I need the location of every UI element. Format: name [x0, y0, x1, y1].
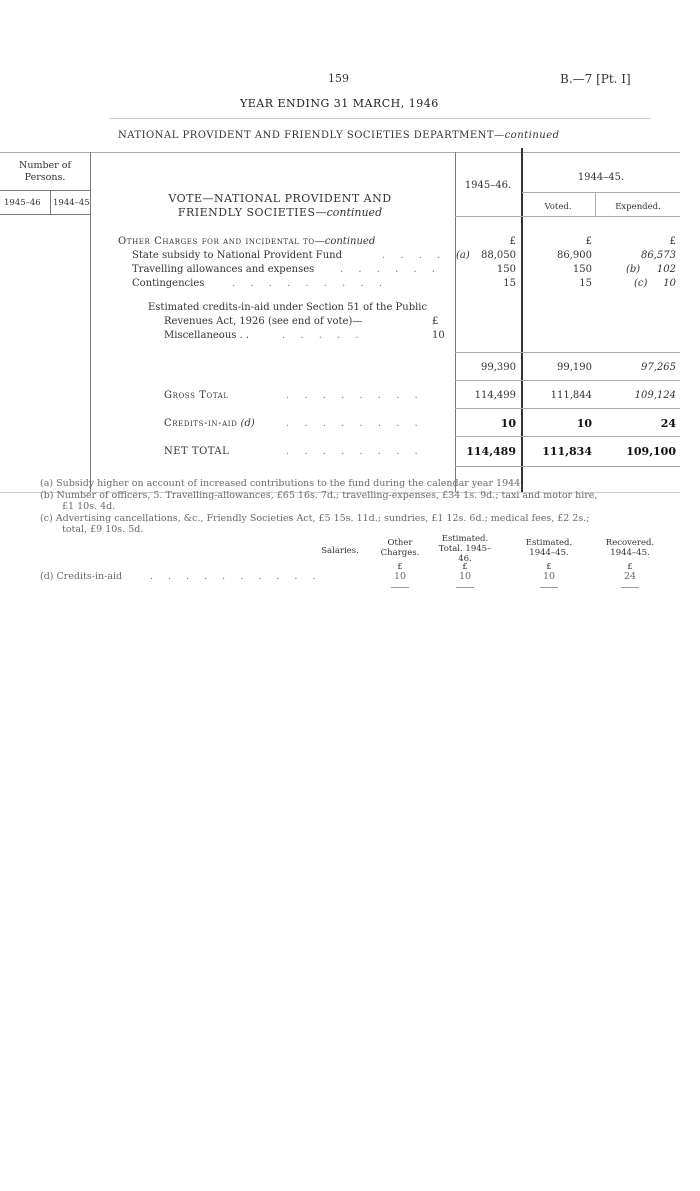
prior-year-header: 1944–45. [577, 172, 625, 183]
credits-table-pound-recovered: £ [627, 562, 633, 572]
credits-in-aid-expended: 24 [660, 417, 676, 430]
credits-table-other-charges-header: Other Charges. [380, 538, 420, 558]
expended-header: Expended. [615, 202, 661, 212]
row-estimate: 150 [496, 264, 516, 275]
credits-table-estimated-header: Estimated. 1944–45. [525, 538, 573, 558]
credits-table-recovered: 24 [623, 571, 637, 582]
gross-total-rule [455, 408, 680, 409]
persons-bottom-rule [0, 214, 90, 215]
vote-title-line2 [140, 206, 420, 219]
voted-header: Voted. [544, 202, 572, 212]
row-expended: 102 [656, 264, 676, 275]
subtotal-estimate: 99,390 [481, 362, 516, 373]
credits-table-estimated-total: 10 [458, 571, 472, 582]
credits-in-aid-rule [455, 436, 680, 437]
credits-in-aid-voted: 10 [576, 417, 592, 430]
page-title: YEAR ENDING 31 MARCH, 1946 [240, 97, 439, 110]
footnote-c-line1: (c) Advertising cancellations, &c., Friendly Societies Act, £5 15s. 11d.; sundries, £1 12s. 6d.; medical fees, £2 2s.; [40, 513, 590, 524]
row-label: Contingencies [132, 278, 205, 289]
footnote-c-line2: total, £9 10s. 5d. [62, 524, 144, 535]
gross-total-expended: 109,124 [634, 390, 676, 401]
credits-misc-label: Miscellaneous . . [164, 330, 250, 341]
credits-table-rule [456, 587, 474, 588]
row-note: (a) [456, 250, 470, 261]
department-name: NATIONAL PROVIDENT AND FRIENDLY SOCIETIES DEPARTMENT [118, 130, 495, 141]
row-leader-dots: . . . . [382, 250, 447, 261]
row-expended-note: (c) [634, 278, 648, 289]
credits-table-pound-estimated: £ [546, 562, 552, 572]
row-estimate: 15 [503, 278, 516, 289]
gross-total-estimate: 114,499 [474, 390, 516, 401]
persons-column-rule [90, 152, 91, 492]
number-of-persons-header: Number of Persons. [19, 160, 71, 183]
gross-total-dots: . . . . . . . . [286, 390, 424, 401]
vote-title-line1: VOTE—NATIONAL PROVIDENT AND [168, 192, 392, 205]
gross-total-label: Gross Total [164, 390, 229, 401]
credits-note-line1: Estimated credits-in-aid under Section 51 of the Public [148, 302, 428, 313]
net-total-rule [455, 466, 680, 467]
subtotal-rule [455, 352, 680, 353]
subtotal-expended: 97,265 [641, 362, 676, 373]
credits-table-other-charges: 10 [393, 571, 407, 582]
credits-misc-dots: . . . . . [282, 330, 365, 341]
credits-in-aid-label [164, 418, 255, 429]
page-reference: B.—7 [Pt. I] [560, 72, 631, 86]
credits-in-aid-estimate: 10 [500, 417, 516, 430]
credits-table-row-dots: . . . . . . . . . . [150, 571, 322, 582]
row-expended: 86,573 [641, 250, 676, 261]
credits-misc-value: 10 [432, 330, 445, 341]
pound-sign-expended: £ [669, 236, 676, 247]
pound-sign-voted: £ [585, 236, 592, 247]
credits-in-aid-note: (d) [240, 418, 255, 429]
row-leader-dots: . . . . . . [340, 264, 441, 275]
credits-table-estimated-total-header: Estimated. Total. 1945–46. [438, 534, 492, 564]
department-title [118, 130, 560, 141]
estimates-right-rule [521, 148, 523, 492]
credits-table-pound-total: £ [462, 562, 468, 572]
credits-table-rule [540, 587, 558, 588]
row-expended-note: (b) [626, 264, 641, 275]
row-expended: 10 [663, 278, 676, 289]
credits-note-line2: Revenues Act, 1926 (see end of vote)— [164, 316, 363, 327]
net-total-dots: . . . . . . . . [286, 446, 424, 457]
credits-note-pound: £ [432, 316, 439, 327]
persons-header-rule [0, 190, 90, 191]
net-total-label: NET TOTAL [164, 446, 230, 457]
net-total-estimate: 114,489 [466, 445, 516, 458]
section-heading-continued: —continued [314, 236, 376, 247]
section-heading-text: Other Charges for and incidental to [118, 236, 315, 247]
page-number: 159 [328, 72, 349, 85]
credits-table-rule [621, 587, 639, 588]
credits-table-row-label: (d) Credits-in-aid [40, 571, 123, 582]
row-voted: 86,900 [557, 250, 592, 261]
credits-table-recovered-header: Recovered. 1944–45. [605, 538, 655, 558]
gross-total-voted: 111,844 [550, 390, 592, 401]
year-header-rule [522, 192, 680, 193]
row-label: State subsidy to National Provident Fund [132, 250, 342, 261]
persons-split-rule [50, 190, 51, 214]
credits-table-rule [391, 587, 409, 588]
estimates-left-rule [455, 152, 456, 492]
credits-in-aid-text: Credits-in-aid [164, 418, 238, 429]
row-estimate: 88,050 [481, 250, 516, 261]
pound-sign-est: £ [509, 236, 516, 247]
footnote-a: (a) Subsidy higher on account of increased contributions to the fund during the calendar year 1944. [40, 478, 524, 489]
credits-table-pound-other: £ [397, 562, 403, 572]
estimate-year-header: 1945–46. [464, 180, 512, 191]
row-voted: 15 [579, 278, 592, 289]
credits-table-salaries-header: Salaries. [321, 546, 359, 556]
vote-title-continued: —continued [315, 206, 383, 219]
vote-title-text: FRIENDLY SOCIETIES [177, 206, 316, 219]
row-label: Travelling allowances and expenses [132, 264, 315, 275]
subtotal-bottom-rule [455, 380, 680, 381]
row-voted: 150 [572, 264, 592, 275]
footnote-b-line2: £1 10s. 4d. [62, 501, 116, 512]
header-divider [110, 118, 650, 119]
section-heading [118, 236, 375, 247]
money-header-rule [455, 216, 680, 217]
subtotal-voted: 99,190 [557, 362, 592, 373]
net-total-expended: 109,100 [626, 445, 676, 458]
footnote-b-line1: (b) Number of officers, 5. Travelling-allowances, £65 16s. 7d.; travelling-expenses, £34 1s. 9d.; taxi and motor hire, [40, 490, 598, 501]
credits-table-estimated: 10 [542, 571, 556, 582]
persons-1945-46-header: 1945–46 [4, 198, 41, 208]
row-leader-dots: . . . . . . . . . [232, 278, 389, 289]
persons-1944-45-header: 1944–45 [53, 198, 90, 208]
credits-in-aid-dots: . . . . . . . . [286, 418, 424, 429]
net-total-voted: 111,834 [542, 445, 592, 458]
table-top-rule [0, 152, 680, 153]
department-continued: —continued [494, 130, 560, 141]
